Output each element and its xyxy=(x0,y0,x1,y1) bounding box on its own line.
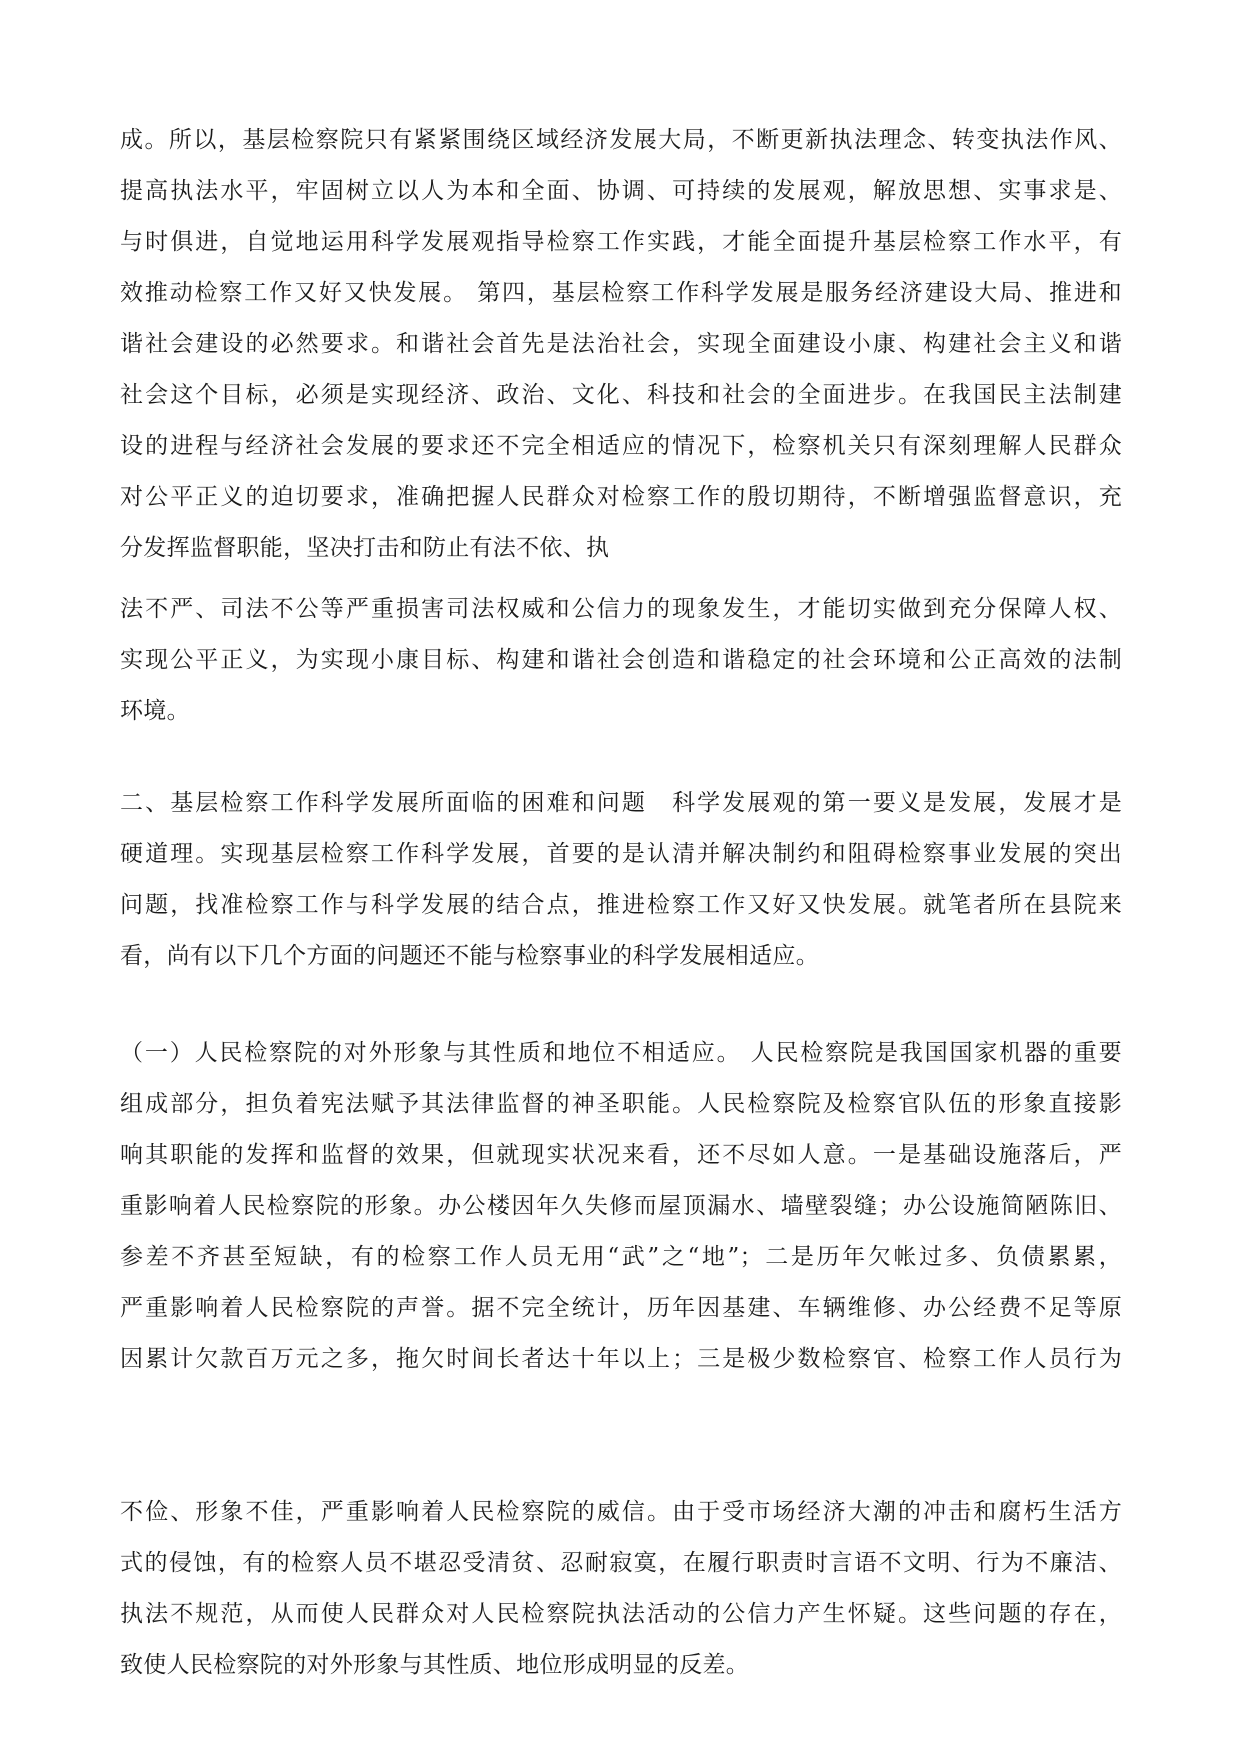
paragraph-2 xyxy=(120,584,1122,737)
paragraph-subsection-1 xyxy=(120,1028,1122,1385)
text-line: 因累计欠款百万元之多，拖欠时间长者达十年以上；三是极少数检察官、检察工作人员行为 xyxy=(120,1346,1122,1372)
text-line: 提高执法水平，牢固树立以人为本和全面、协调、可持续的发展观，解放思想、实事求是、 xyxy=(120,178,1122,204)
text-line: 设的进程与经济社会发展的要求还不完全相适应的情况下，检察机关只有深刻理解人民群众 xyxy=(120,433,1122,459)
text-line: 响其职能的发挥和监督的效果，但就现实状况来看，还不尽如人意。一是基础设施落后，严 xyxy=(120,1142,1122,1168)
text-line: 问题，找准检察工作与科学发展的结合点，推进检察工作又好又快发展。就笔者所在县院来 xyxy=(120,892,1122,918)
text-line: 效推动检察工作又好又快发展。 第四，基层检察工作科学发展是服务经济建设大局、推进和 xyxy=(120,280,1122,306)
text-line: 硬道理。实现基层检察工作科学发展，首要的是认清并解决制约和阻碍检察事业发展的突出 xyxy=(120,841,1122,867)
text-line: 看，尚有以下几个方面的问题还不能与检察事业的科学发展相适应。 xyxy=(120,943,819,969)
text-line: （一）人民检察院的对外形象与其性质和地位不相适应。 人民检察院是我国国家机器的重要 xyxy=(120,1040,1122,1066)
paragraph-section-2 xyxy=(120,778,1122,982)
text-line: 组成部分，担负着宪法赋予其法律监督的神圣职能。人民检察院及检察官队伍的形象直接影 xyxy=(120,1091,1122,1117)
text-line: 分发挥监督职能，坚决打击和防止有法不依、执 xyxy=(120,535,610,561)
text-line: 与时俱进，自觉地运用科学发展观指导检察工作实践，才能全面提升基层检察工作水平，有 xyxy=(120,229,1122,255)
text-line: 二、基层检察工作科学发展所面临的困难和问题 科学发展观的第一要义是发展，发展才是 xyxy=(120,790,1122,816)
paragraph-1 xyxy=(120,115,1122,574)
text-line: 实现公平正义，为实现小康目标、构建和谐社会创造和谐稳定的社会环境和公正高效的法制 xyxy=(120,647,1122,673)
text-line: 法不严、司法不公等严重损害司法权威和公信力的现象发生，才能切实做到充分保障人权、 xyxy=(120,596,1122,622)
paragraph-5 xyxy=(120,1487,1122,1691)
text-line: 谐社会建设的必然要求。和谐社会首先是法治社会，实现全面建设小康、构建社会主义和谐 xyxy=(120,331,1122,357)
text-line: 不俭、形象不佳，严重影响着人民检察院的威信。由于受市场经济大潮的冲击和腐朽生活方 xyxy=(120,1499,1122,1525)
text-line: 严重影响着人民检察院的声誉。据不完全统计，历年因基建、车辆维修、办公经费不足等原 xyxy=(120,1295,1122,1321)
text-line: 对公平正义的迫切要求，准确把握人民群众对检察工作的殷切期待，不断增强监督意识，充 xyxy=(120,484,1122,510)
text-line: 式的侵蚀，有的检察人员不堪忍受清贫、忍耐寂寞，在履行职责时言语不文明、行为不廉洁、 xyxy=(120,1550,1122,1576)
text-line: 重影响着人民检察院的形象。办公楼因年久失修而屋顶漏水、墙壁裂缝；办公设施简陋陈旧、 xyxy=(120,1193,1122,1219)
text-line: 参差不齐甚至短缺，有的检察工作人员无用“武”之“地”；二是历年欠帐过多、负债累累， xyxy=(120,1244,1122,1270)
text-line: 成。所以，基层检察院只有紧紧围绕区域经济发展大局，不断更新执法理念、转变执法作风、 xyxy=(120,127,1122,153)
text-line: 社会这个目标，必须是实现经济、政治、文化、科技和社会的全面进步。在我国民主法制建 xyxy=(120,382,1122,408)
text-line: 致使人民检察院的对外形象与其性质、地位形成明显的反差。 xyxy=(120,1652,750,1678)
text-line: 环境。 xyxy=(120,698,190,724)
text-line: 执法不规范，从而使人民群众对人民检察院执法活动的公信力产生怀疑。这些问题的存在， xyxy=(120,1601,1122,1627)
